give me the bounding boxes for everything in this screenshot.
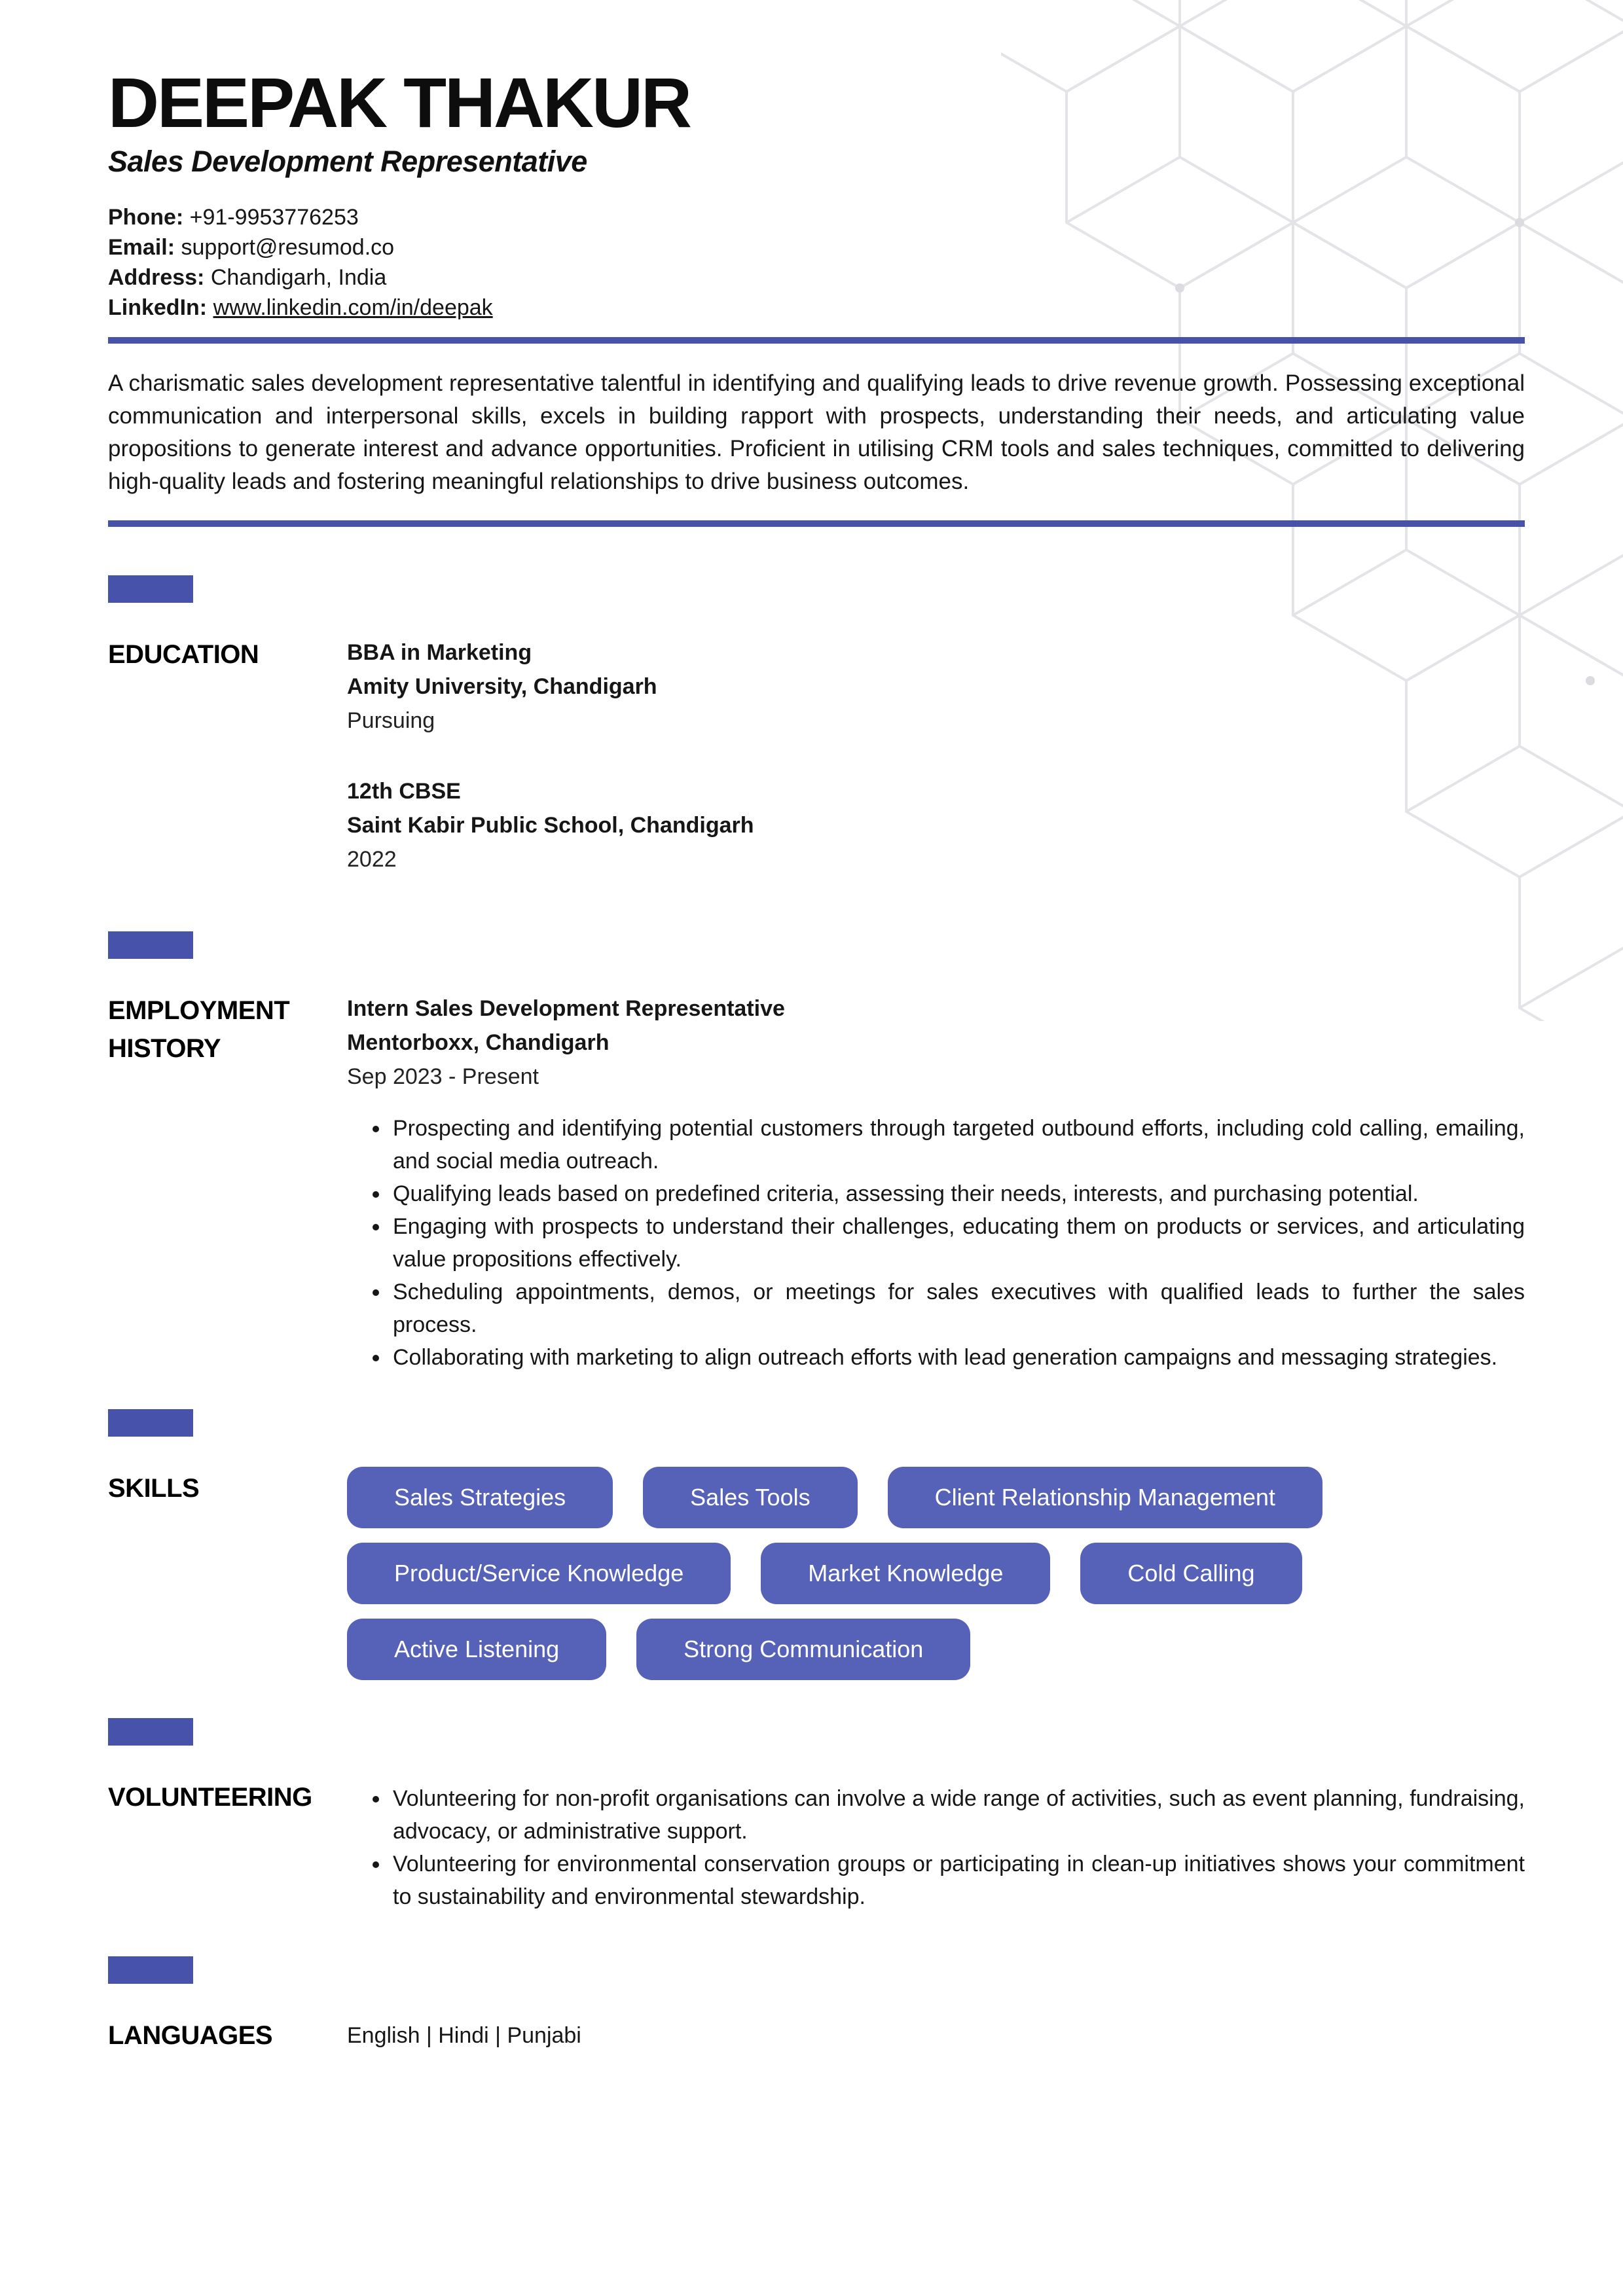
education-entries — [347, 636, 1525, 876]
skill-pill: Client Relationship Management — [888, 1467, 1322, 1528]
skills-heading: SKILLS — [108, 1474, 200, 1503]
divider-top — [108, 337, 1525, 344]
education-entry — [347, 774, 1525, 876]
languages-value: English | Hindi | Punjabi — [347, 2023, 581, 2049]
job-bullet-list — [347, 1112, 1525, 1374]
section-marker — [108, 575, 193, 603]
candidate-name: DEEPAK THAKUR — [108, 63, 691, 142]
email-value: support@resumod.co — [181, 235, 395, 260]
section-volunteering — [108, 1718, 1525, 1913]
job-bullet: • Engaging with prospects to understand their challenges, educating them on products or services, and articulating value propositions effectively. — [390, 1210, 1525, 1276]
candidate-job-title: Sales Development Representative — [108, 145, 587, 179]
school: Saint Kabir Public School, Chandigarh — [347, 813, 754, 838]
linkedin-link[interactable]: www.linkedin.com/in/deepak — [213, 295, 493, 321]
divider-bottom — [108, 520, 1525, 527]
phone-value: +91-9953776253 — [189, 205, 359, 230]
employment-heading: EMPLOYMENT HISTORY — [108, 996, 290, 1064]
skills-pill-list — [347, 1467, 1519, 1680]
skill-pill: Sales Strategies — [347, 1467, 613, 1528]
skill-pill: Active Listening — [347, 1619, 606, 1680]
section-languages — [108, 1956, 1525, 2054]
job-bullet: • Scheduling appointments, demos, or meetings for sales executives with qualified leads to further the sales process. — [390, 1276, 1525, 1341]
email-label: Email: — [108, 235, 175, 260]
languages-heading: LANGUAGES — [108, 2021, 273, 2051]
education-heading: EDUCATION — [108, 640, 259, 670]
job-title: Intern Sales Development Representative — [347, 996, 785, 1022]
job-period: Sep 2023 - Present — [347, 1064, 539, 1090]
education-entry — [347, 636, 1525, 738]
contact-email-row — [108, 232, 1525, 262]
job-header — [347, 992, 1525, 1094]
volunteering-bullet: • Volunteering for non-profit organisations can involve a wide range of activities, such as event planning, fundraising, advocacy, or administrative support. — [390, 1782, 1525, 1848]
section-marker — [108, 1956, 193, 1984]
skill-pill: Cold Calling — [1080, 1543, 1302, 1604]
linkedin-label: LinkedIn: — [108, 295, 208, 321]
employment-content — [347, 992, 1525, 1374]
section-marker — [108, 931, 193, 959]
skill-pill: Market Knowledge — [761, 1543, 1050, 1604]
contact-block — [108, 202, 1525, 323]
status: Pursuing — [347, 708, 435, 734]
job-bullet: • Collaborating with marketing to align outreach efforts with lead generation campaigns and messaging strategies. — [390, 1341, 1525, 1374]
volunteering-bullet-list — [347, 1782, 1525, 1913]
degree: BBA in Marketing — [347, 640, 532, 666]
phone-label: Phone: — [108, 205, 184, 230]
address-label: Address: — [108, 265, 205, 291]
job-bullet: • Prospecting and identifying potential customers through targeted outbound efforts, including cold calling, emailing, and social media outreach. — [390, 1112, 1525, 1177]
status: 2022 — [347, 847, 397, 872]
degree: 12th CBSE — [347, 779, 461, 804]
volunteering-bullet: • Volunteering for environmental conservation groups or participating in clean-up initiatives shows your commitment to sustainability and environmental stewardship. — [390, 1848, 1525, 1913]
job-bullet: • Qualifying leads based on predefined criteria, assessing their needs, interests, and purchasing potential. — [390, 1177, 1525, 1210]
section-skills — [108, 1409, 1525, 1680]
contact-linkedin-row — [108, 293, 1525, 323]
job-company: Mentorboxx, Chandigarh — [347, 1030, 610, 1056]
section-marker — [108, 1718, 193, 1746]
section-education — [108, 575, 1525, 876]
header — [108, 0, 1525, 323]
address-value: Chandigarh, India — [210, 265, 387, 291]
section-marker — [108, 1409, 193, 1437]
contact-address-row — [108, 262, 1525, 293]
volunteering-heading: VOLUNTEERING — [108, 1783, 312, 1812]
contact-phone-row — [108, 202, 1525, 232]
professional-summary: A charismatic sales development representative talentful in identifying and qualifying leads to drive revenue growth. Possessing exceptional communication and interpersonal skills, excels in building rapport with prospects, understanding their needs, and articulating value propositions to generate interest and advance opportunities. Proficient in utilising CRM tools and sales techniques, committed to delivering high-quality leads and fostering meaningful relationships to drive business outcomes. — [108, 370, 1525, 495]
skill-pill: Product/Service Knowledge — [347, 1543, 731, 1604]
school: Amity University, Chandigarh — [347, 674, 657, 700]
skill-pill: Strong Communication — [636, 1619, 970, 1680]
section-employment — [108, 931, 1525, 1374]
skill-pill: Sales Tools — [643, 1467, 857, 1528]
